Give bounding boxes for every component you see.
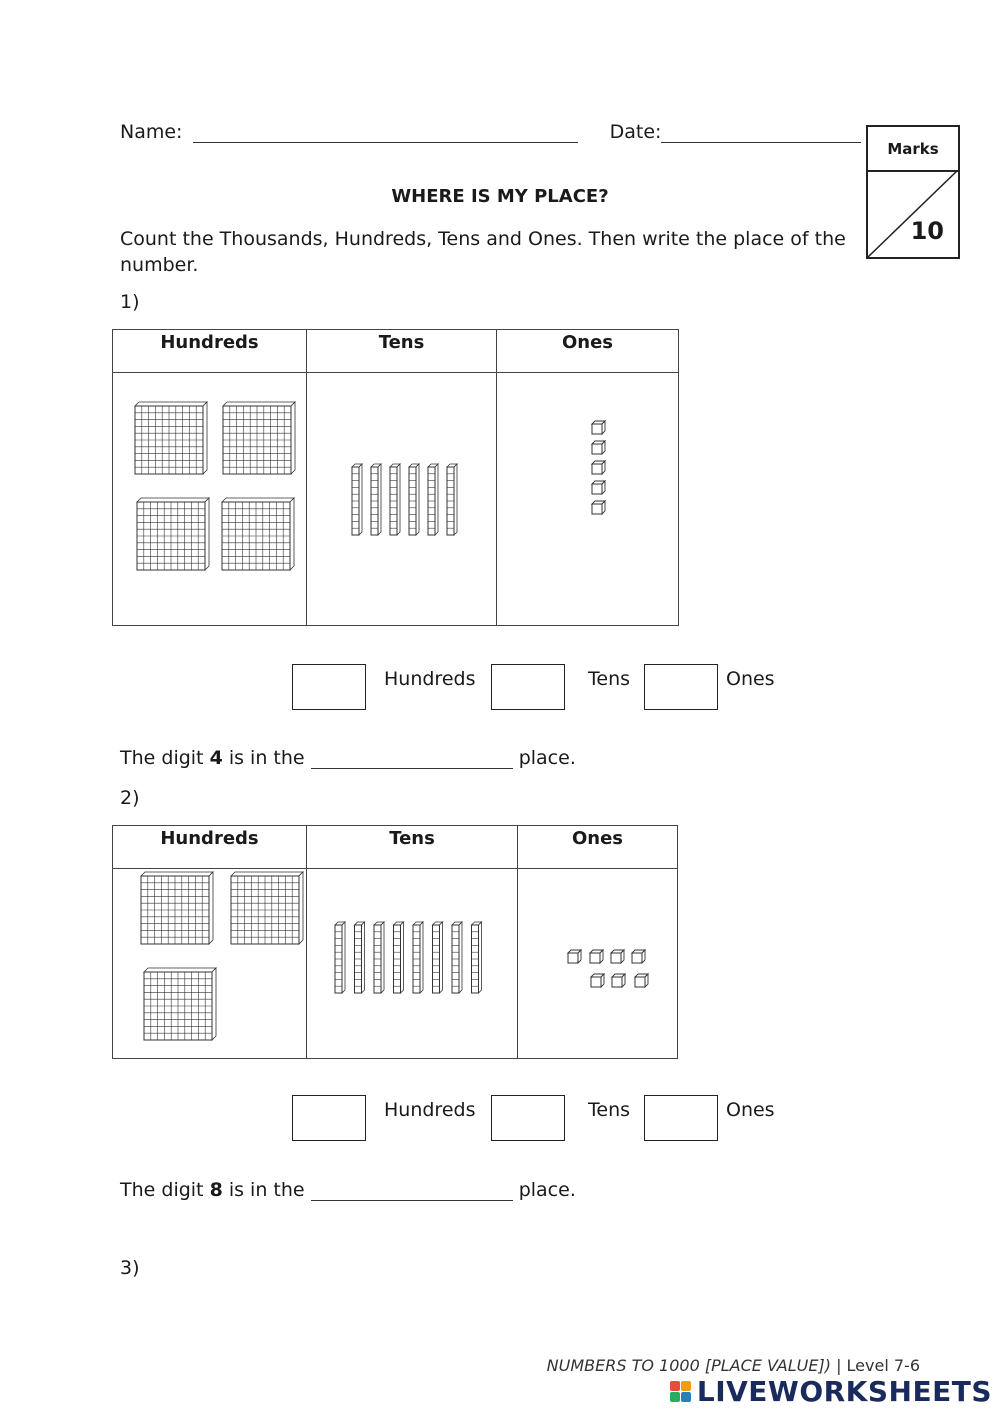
q1-col-ones: Ones (497, 330, 679, 373)
footer-separator: | (836, 1356, 842, 1375)
one-cube (592, 461, 605, 474)
q2-hundreds-answer-box[interactable] (292, 1095, 366, 1141)
q2-tens-answer-label: Tens (588, 1099, 631, 1121)
instructions: Count the Thousands, Hundreds, Tens and Ones. Then write the place of the number. (120, 228, 846, 276)
date-label: Date: (609, 121, 662, 143)
page-title: WHERE IS MY PLACE? (391, 186, 609, 207)
logo-tile (681, 1381, 691, 1391)
ten-rod (371, 464, 381, 535)
q2-sentence (120, 1179, 576, 1201)
q1-digit: 4 (209, 747, 223, 769)
q2-hundreds-answer-label: Hundreds (384, 1099, 476, 1121)
q1-hundreds-answer-label: Hundreds (384, 668, 476, 690)
q2-tens-answer-box[interactable] (491, 1095, 565, 1141)
q1-sentence-mid: is in the (228, 747, 305, 769)
q2-digit: 8 (209, 1179, 223, 1201)
hundred-flat (223, 402, 295, 474)
q2-hundreds-cell (113, 869, 307, 1059)
q2-tens-cell (307, 869, 518, 1059)
q1-sentence-post: place. (518, 747, 576, 769)
q1-sentence (120, 747, 576, 769)
question-2-table (112, 825, 678, 1059)
question-2-number: 2) (120, 787, 140, 809)
footer-level: Level 7-6 (846, 1356, 920, 1375)
q1-col-tens: Tens (307, 330, 497, 373)
q2-ones-answer-label: Ones (726, 1099, 775, 1121)
ten-rod (428, 464, 438, 535)
q1-ones-answer-box[interactable] (644, 664, 718, 710)
q2-ones-cell (518, 869, 678, 1059)
q1-tens-answer-box[interactable] (491, 664, 565, 710)
hundred-flat (137, 498, 209, 570)
logo-tile (681, 1392, 691, 1402)
q2-place-answer-line[interactable] (311, 1182, 513, 1201)
marks-total: 10 (910, 217, 944, 245)
one-cube (592, 501, 605, 514)
q2-ones-answer-box[interactable] (644, 1095, 718, 1141)
logo-tile (670, 1392, 680, 1402)
ten-rod (409, 464, 419, 535)
footer-reference (547, 1356, 920, 1375)
q1-place-answer-line[interactable] (311, 750, 513, 769)
hundred-flat (222, 498, 294, 570)
logo-tile (670, 1381, 680, 1391)
q1-hundreds-answer-box[interactable] (292, 664, 366, 710)
marks-label: Marks (868, 127, 958, 172)
q1-ones-answer-label: Ones (726, 668, 775, 690)
q1-col-hundreds: Hundreds (113, 330, 307, 373)
hundred-flat (135, 402, 207, 474)
q2-col-tens: Tens (307, 826, 518, 869)
one-cube (592, 481, 605, 494)
q1-sentence-pre: The digit (120, 747, 204, 769)
name-label: Name: (120, 121, 183, 143)
one-cube (592, 421, 605, 434)
q2-sentence-pre: The digit (120, 1179, 204, 1201)
question-1-number: 1) (120, 291, 140, 313)
ten-rod (390, 464, 400, 535)
ten-rod (352, 464, 362, 535)
ten-rod (447, 464, 457, 535)
q2-sentence-mid: is in the (228, 1179, 305, 1201)
question-3-number: 3) (120, 1257, 140, 1279)
footer-topic: NUMBERS TO 1000 [PLACE VALUE]) (546, 1356, 831, 1375)
logo-text: LIVEWORKSHEETS (696, 1375, 992, 1408)
liveworksheets-logo[interactable] (669, 1375, 992, 1408)
logo-icon (669, 1380, 693, 1404)
q2-col-hundreds: Hundreds (113, 826, 307, 869)
q1-tens-answer-label: Tens (588, 668, 631, 690)
q2-sentence-post: place. (518, 1179, 576, 1201)
one-cube (592, 441, 605, 454)
q2-col-ones: Ones (518, 826, 678, 869)
